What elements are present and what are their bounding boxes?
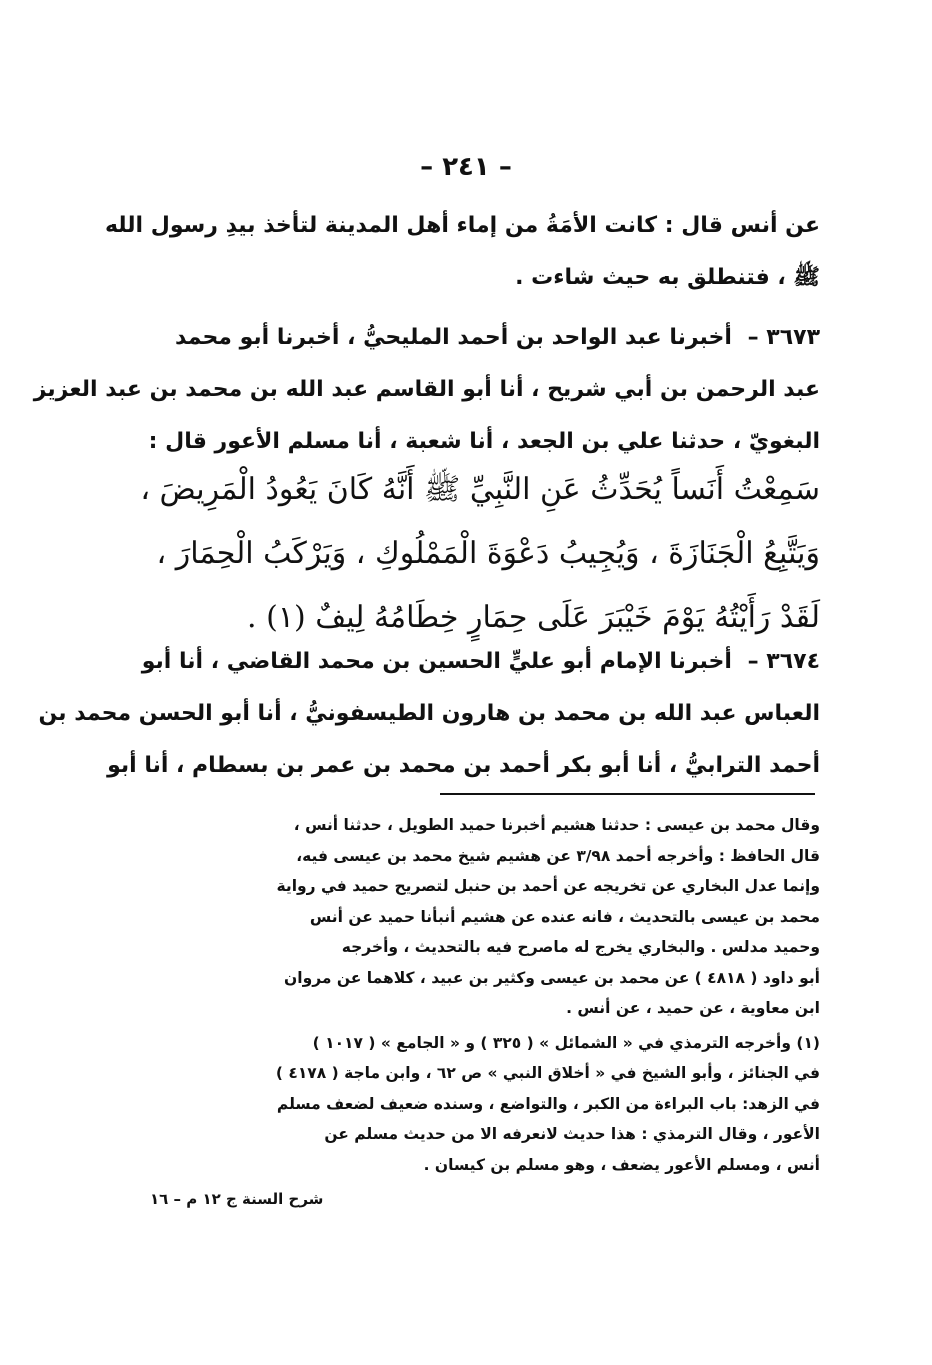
footnote-line: (١) وأخرجه الترمذي في « الشمائل » ( ٣٢٥ ) و « الجامع » ( ١٠١٧ ) [312,1033,820,1052]
page-number: – ٢٤١ – [420,152,512,182]
quote-line: وَيَتَّبِعُ الْجَنَازَةَ ، وَيُجِيبُ دَعْوَةَ الْمَمْلُوكِ ، وَيَرْكَبُ الْحِمَارَ ، [156,536,820,571]
text-line: عن أنس قال : كانت الأمَةُ من إماء أهل المدينة لتأخذ بيدِ رسول الله [104,213,820,238]
hadith-3673 [33,312,820,468]
text-line: أحمد الترابيُّ ، أنا أبو بكر أحمد بن محمد بن عمر بن بسطام ، أنا أبو [107,753,820,778]
quote-line: سَمِعْتُ أَنَساً يُحَدِّثُ عَنِ النَّبِيِّ ﷺ أَنَّهُ كَانَ يَعُودُ الْمَرِيضَ ، [140,472,820,507]
text-line: عبد الرحمن بن أبي شريح ، أنا أبو القاسم عبد الله بن محمد بن عبد العزيز [33,377,820,402]
footnote-line: في الجنائز ، وأبو الشيخ في « أخلاق النبي » ص ٦٢ ، وابن ماجة ( ٤١٧٨ ) [275,1064,820,1082]
footnotes [138,810,820,1180]
prophetic-quote [138,458,820,650]
footnote-line: ابن معاوية ، عن حميد ، عن أنس . [566,999,820,1017]
footnote-line: الأعور ، وقال الترمذي : هذا حديث لانعرفه الا من حديث مسلم عن [324,1125,820,1143]
hadith-number: ٣٦٧٣ – [747,325,820,350]
book-signature: شرح السنة ج ١٢ م – ١٦ [150,1190,324,1208]
text-line: العباس عبد الله بن محمد بن هارون الطيسفونيُّ ، أنا أبو الحسن محمد بن [38,701,820,726]
hadith-text: أخبرنا الإمام أبو عليٍّ الحسين بن محمد القاضي ، أنا أبو [141,649,732,674]
quote-line: لَقَدْ رَأَيْتُهُ يَوْمَ خَيْبَرَ عَلَى حِمَارٍ خِطَامُهُ لِيفٌ (١) . [247,600,820,635]
footnote-line: محمد بن عيسى بالتحديث ، فانه عنده عن هشيم أنبأنا حميد عن أنس [309,907,820,926]
footnote-line: قال الحافظ : وأخرجه أحمد ٣/٩٨ عن هشيم شيخ محمد بن عيسى فيه، [296,846,820,865]
hadith-text: أخبرنا عبد الواحد بن أحمد المليحيُّ ، أخبرنا أبو محمد [174,325,732,350]
footnote-divider [440,793,815,795]
text-line: البغويّ ، حدثنا علي بن الجعد ، أنا شعبة ، أنا مسلم الأعور قال : [148,429,820,454]
text-line: ﷺ ، فتنطلق به حيث شاءت . [515,265,820,290]
text-line [138,636,820,688]
footnote-line: أبو داود ( ٤٨١٨ ) عن محمد بن عيسى وكثير بن عبيد ، كلاهما عن مروان [284,968,820,987]
footnote-line: وقال محمد بن عيسى : حدثنا هشيم أخبرنا حميد الطويل ، حدثنا أنس ، [293,816,820,834]
footnote-continued [138,810,820,1024]
hadith-3674 [38,636,820,792]
footnote-line: وإنما عدل البخاري عن تخريجه عن أحمد بن حنبل لتصريح حميد في رواية [276,877,820,895]
text-line [138,312,820,364]
continuation-text [104,200,820,304]
hadith-number: ٣٦٧٤ – [747,649,820,674]
footnote-1 [138,1028,820,1181]
footnote-line: في الزهد: باب البراءة من الكبر ، والتواضع ، وسنده ضعيف لضعف مسلم [276,1094,820,1113]
footnote-line: أنس ، ومسلم الأعور يضعف ، وهو مسلم بن كيسان . [423,1155,820,1174]
footnote-line: وحميد مدلس . والبخاري يخرج له ماصرح فيه بالتحديث ، وأخرجه [341,938,820,956]
